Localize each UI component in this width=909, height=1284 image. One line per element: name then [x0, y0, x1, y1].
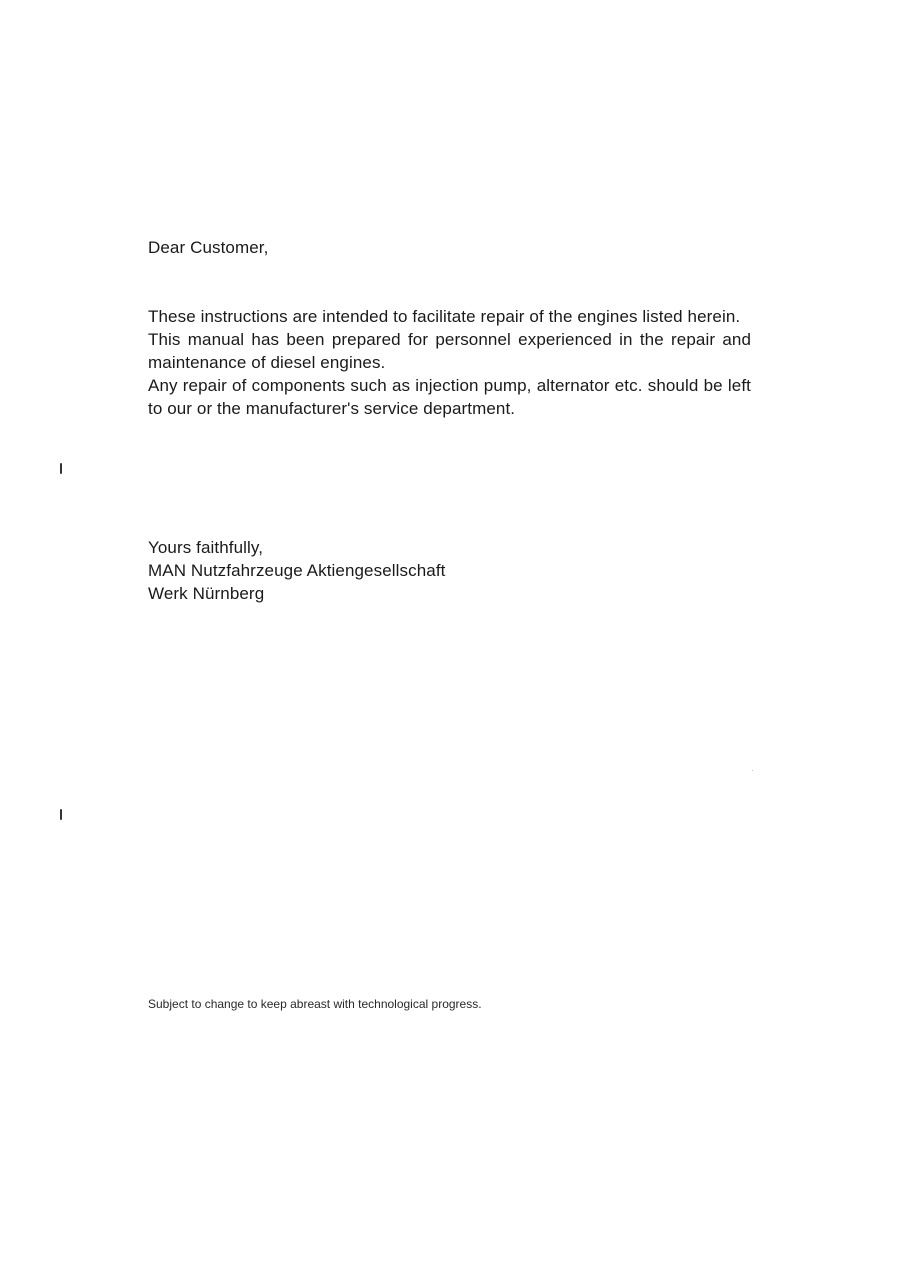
salutation: Dear Customer, [148, 238, 269, 257]
paragraph-purpose: These instructions are intended to facilitate repair of the engines listed herein. [148, 307, 741, 326]
footnote: Subject to change to keep abreast with technological progress. [148, 997, 482, 1011]
punch-hole-mark-bottom [60, 809, 62, 820]
scan-speck [752, 770, 753, 771]
company-name: MAN Nutzfahrzeuge Aktiengesellschaft [148, 561, 446, 580]
plant-name: Werk Nürnberg [148, 584, 265, 603]
letter-body [148, 305, 751, 420]
paragraph-audience: This manual has been prepared for personnel experienced in the repair and maintenance of diesel engines. [148, 330, 751, 372]
punch-hole-mark-top [60, 463, 62, 474]
paragraph-repair-note: Any repair of components such as injection pump, alternator etc. should be left to our or the manufacturer's service department. [148, 376, 751, 418]
letter-closing [148, 536, 751, 605]
valediction: Yours faithfully, [148, 538, 264, 557]
